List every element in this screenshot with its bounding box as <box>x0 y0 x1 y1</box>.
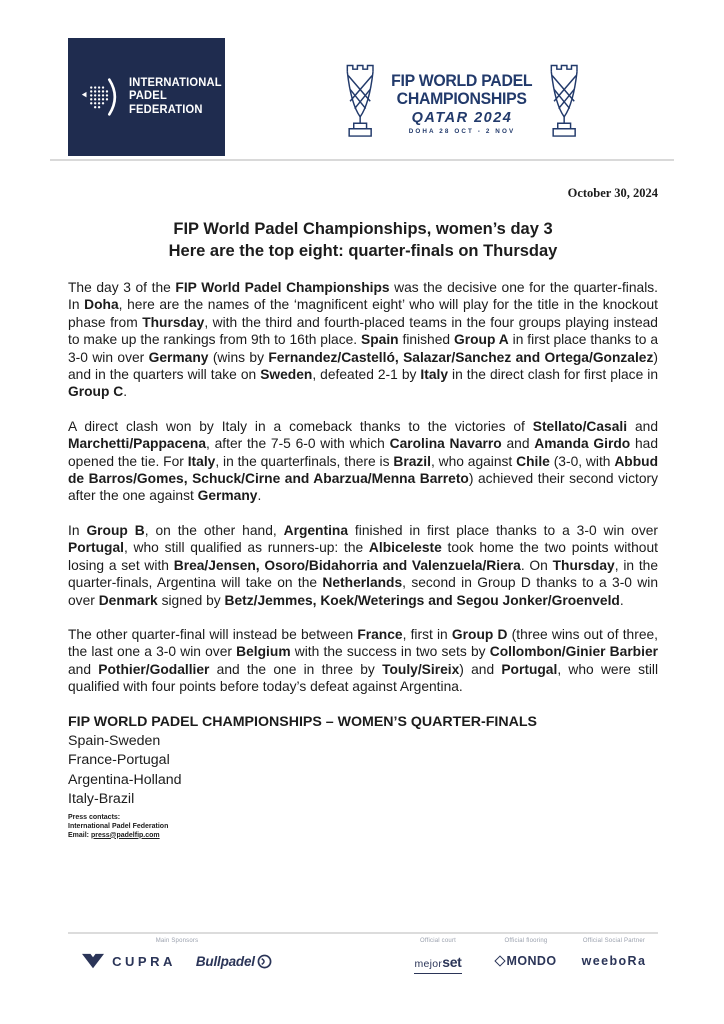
mondo-mark-icon <box>494 955 505 966</box>
bullpadel-logo <box>196 954 272 969</box>
padel-racket-icon <box>81 72 120 122</box>
mondo-logo <box>496 954 557 968</box>
main-sponsor-logos <box>82 953 272 970</box>
partner-group-mejorset <box>394 938 482 974</box>
document-date: October 30, 2024 <box>567 186 658 200</box>
partner-label: Official flooring <box>504 938 548 944</box>
press-contacts-label: Press contacts: <box>68 813 121 821</box>
ipf-logo-line: PADEL <box>129 90 168 103</box>
cupra-wordmark: CUPRA <box>112 954 176 969</box>
trophy-icon-right <box>544 56 584 152</box>
partner-label: Official court <box>419 938 457 944</box>
quarterfinals-heading: FIP WORLD PADEL CHAMPIONSHIPS – WOMEN’S QUARTER-FINALS <box>68 713 537 730</box>
press-email-link[interactable]: press@padelfip.com <box>90 831 160 839</box>
main-sponsors-label: Main Sponsors <box>155 938 199 944</box>
weebora-wordmark: weeboRa <box>581 954 647 968</box>
weebora-logo <box>582 954 647 968</box>
partner-label: Official Social Partner <box>582 938 646 944</box>
paragraph-4: The other quarter-final will instead be between France, first in Group D (three wins out of three, the last one a 3-0 win over Belgium with the success in two sets by Collombon/Ginier Barbier and Pothier/Godallier and the one in three by Touly/Sireix) and Portugal, who were still qualified with four points before today’s defeat against Argentina. <box>68 626 659 695</box>
page-title <box>68 218 658 262</box>
paragraph-2: A direct clash won by Italy in a comeback thanks to the victories of Stellato/Casali and Marchetti/Pappacena, after the 7-5 6-0 with which Carolina Navarro and Amanda Girdo had opened the tie. For Italy, in the quarterfinals, there is Brazil, who against Chile (3-0, with Abbud de Barros/Gomes, Schuck/Cirne and Abarzua/Menna Barreto) achieved their second victory after the one against Germany. <box>68 418 659 504</box>
partner-group-weebora <box>570 938 658 968</box>
paragraph-1: The day 3 of the FIP World Padel Championships was the decisive one for the quarter-finals. In Doha, here are the names of the ‘magnificent eight’ who will play for the title in the knockout phase from Thursday, with the third and fourth-placed teams in the four groups playing instead to make up the rankings from 9th to 16th place. Spain finished Group A in first place thanks to a 3-0 win over Germany (wins by Fernandez/Castelló, Salazar/Sanchez and Ortega/Gonzalez) and in the quarters will take on Sweden, defeated 2-1 by Italy in the direct clash for first place in Group C. <box>68 280 659 400</box>
event-logo <box>340 52 584 156</box>
partner-group-mondo <box>482 938 570 968</box>
event-logo-line1: FIP WORLD PADEL <box>391 71 533 90</box>
page-title-line1: FIP World Padel Championships, women’s day 3 <box>173 220 553 238</box>
main-sponsors-group <box>68 938 286 970</box>
event-logo-line3: QATAR 2024 <box>411 109 513 126</box>
document-body <box>0 161 724 840</box>
event-logo-line2: CHAMPIONSHIPS <box>396 90 528 109</box>
press-contacts <box>68 813 658 840</box>
page-title-line2: Here are the top eight: quarter-finals on Thursday <box>168 242 558 260</box>
quarterfinal-match: France-Portugal <box>68 752 170 769</box>
ipf-logo <box>68 38 225 156</box>
sponsor-bar <box>68 938 658 974</box>
press-contacts-email-row <box>68 831 658 840</box>
ipf-logo-text <box>129 77 222 118</box>
quarterfinal-match: Italy-Brazil <box>68 791 135 808</box>
mejorset-wordmark-light: mejor <box>414 958 443 970</box>
ipf-logo-line: INTERNATIONAL <box>129 76 223 89</box>
footer-divider <box>68 932 658 934</box>
event-logo-line4: DOHA 28 OCT - 2 NOV <box>408 128 516 136</box>
press-contacts-org: International Padel Federation <box>68 822 169 830</box>
paragraph-3: In Group B, on the other hand, Argentina finished in first place thanks to a 3-0 win over Portugal, who still qualified as runners-up: the Albiceleste took home the two points without losing a set with Brea/Jensen, Osoro/Bidahorria and Valenzuela/Riera. On Thursday, in the quarter-finals, Argentina will take on the Netherlands, second in Group D thanks to a 3-0 win over Denmark signed by Betz/Jemmes, Koek/Weterings and Segou Jonker/Groenveld. <box>68 522 659 608</box>
bullpadel-ball-icon <box>257 954 272 969</box>
ipf-logo-line: FEDERATION <box>129 103 203 116</box>
email-label: Email: <box>68 831 91 839</box>
cupra-emblem-icon <box>82 953 104 970</box>
mondo-wordmark: MONDO <box>506 954 557 968</box>
quarterfinal-match: Spain-Sweden <box>68 732 161 749</box>
mejorset-logo <box>414 954 461 974</box>
event-logo-text <box>383 73 540 136</box>
cupra-logo <box>82 953 176 970</box>
trophy-icon-left <box>340 56 380 152</box>
quarterfinal-match: Argentina-Holland <box>68 771 182 788</box>
bullpadel-wordmark: Bullpadel <box>195 954 255 969</box>
mejorset-wordmark-bold: set <box>442 954 462 970</box>
